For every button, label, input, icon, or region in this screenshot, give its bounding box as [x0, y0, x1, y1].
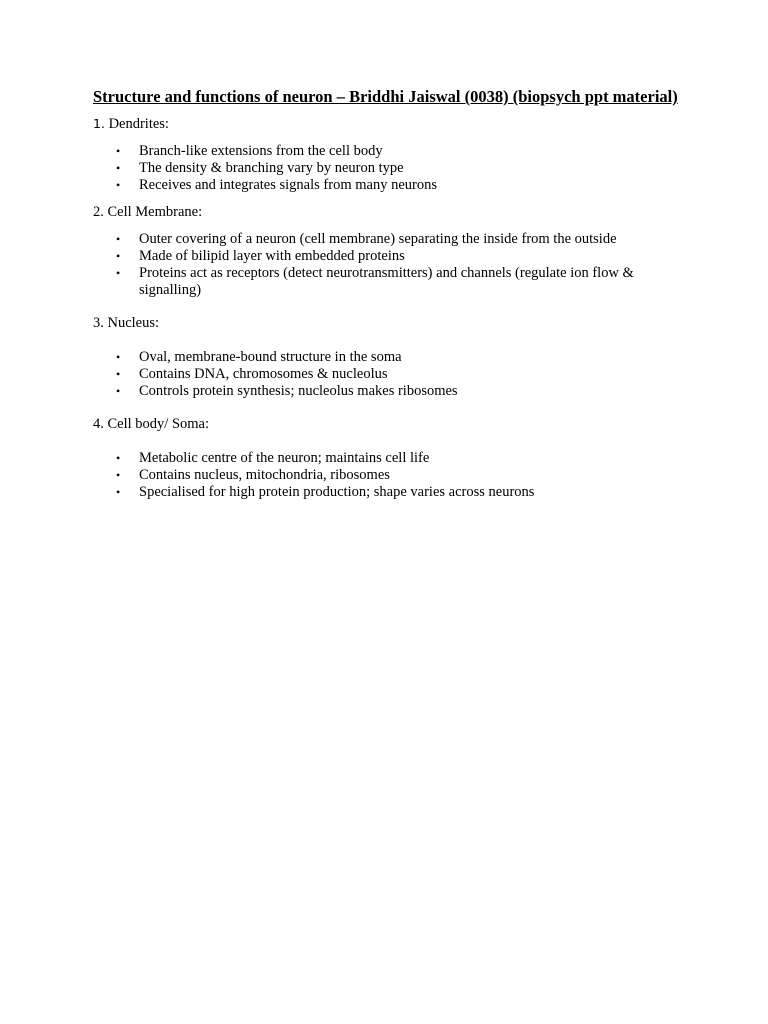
list-item-text: Outer covering of a neuron (cell membrane) separating the inside from the outside — [139, 231, 617, 247]
bullet-icon: • — [116, 367, 121, 381]
bullet-icon: • — [116, 249, 121, 263]
list-item — [93, 248, 683, 265]
section-heading-dendrites — [93, 115, 683, 133]
section-number: 1. — [93, 116, 105, 131]
section-heading-nucleus — [93, 315, 683, 332]
list-item-text: Specialised for high protein production; shape varies across neurons — [139, 484, 535, 500]
list-item — [93, 484, 683, 501]
section-heading-cell-body — [93, 416, 683, 433]
bullet-icon: • — [116, 178, 121, 192]
bullet-icon: • — [116, 232, 121, 246]
bullet-icon: • — [116, 485, 121, 499]
list-item — [93, 383, 683, 400]
list-item — [93, 467, 683, 484]
list-item — [93, 177, 683, 194]
section-title: Cell body/ Soma: — [103, 416, 209, 432]
list-item — [93, 349, 683, 366]
section-title: Dendrites: — [104, 116, 169, 132]
bullet-icon: • — [116, 161, 121, 175]
document-title: Structure and functions of neuron – Briddhi Jaiswal (0038) (biopsych ppt material) — [93, 87, 678, 106]
bullet-list-cell-membrane — [93, 231, 683, 299]
bullet-list-nucleus — [93, 349, 683, 400]
section-number: 3. — [93, 315, 104, 331]
bullet-list-dendrites — [93, 143, 683, 194]
section-number: 4. — [93, 416, 104, 432]
section-title: Nucleus: — [103, 315, 160, 331]
bullet-icon: • — [116, 144, 121, 158]
list-item-text: Contains DNA, chromosomes & nucleolus — [139, 366, 388, 382]
list-item-text: Contains nucleus, mitochondria, ribosomes — [139, 467, 390, 483]
section-heading-cell-membrane — [93, 204, 683, 221]
list-item — [93, 366, 683, 383]
list-item-text: Receives and integrates signals from many neurons — [139, 177, 437, 193]
list-item-text: Oval, membrane-bound structure in the soma — [139, 349, 402, 365]
list-item-text: Made of bilipid layer with embedded proteins — [139, 248, 405, 264]
list-item-text: Proteins act as receptors (detect neurotransmitters) and channels (regulate ion flow & signalling) — [139, 265, 634, 298]
section-title: Cell Membrane: — [103, 204, 203, 220]
bullet-icon: • — [116, 384, 121, 398]
bullet-list-cell-body — [93, 450, 683, 501]
bullet-icon: • — [116, 350, 121, 364]
bullet-icon: • — [116, 468, 121, 482]
list-item — [93, 450, 683, 467]
bullet-icon: • — [116, 451, 121, 465]
list-item-text: Branch-like extensions from the cell body — [139, 143, 383, 159]
list-item — [93, 265, 683, 299]
bullet-icon: • — [116, 266, 121, 280]
list-item — [93, 160, 683, 177]
list-item — [93, 231, 683, 248]
section-number: 2. — [93, 204, 104, 220]
list-item-text: The density & branching vary by neuron type — [139, 160, 404, 176]
list-item — [93, 143, 683, 160]
list-item-text: Controls protein synthesis; nucleolus makes ribosomes — [139, 383, 458, 399]
list-item-text: Metabolic centre of the neuron; maintains cell life — [139, 450, 430, 466]
document-page — [93, 87, 683, 501]
